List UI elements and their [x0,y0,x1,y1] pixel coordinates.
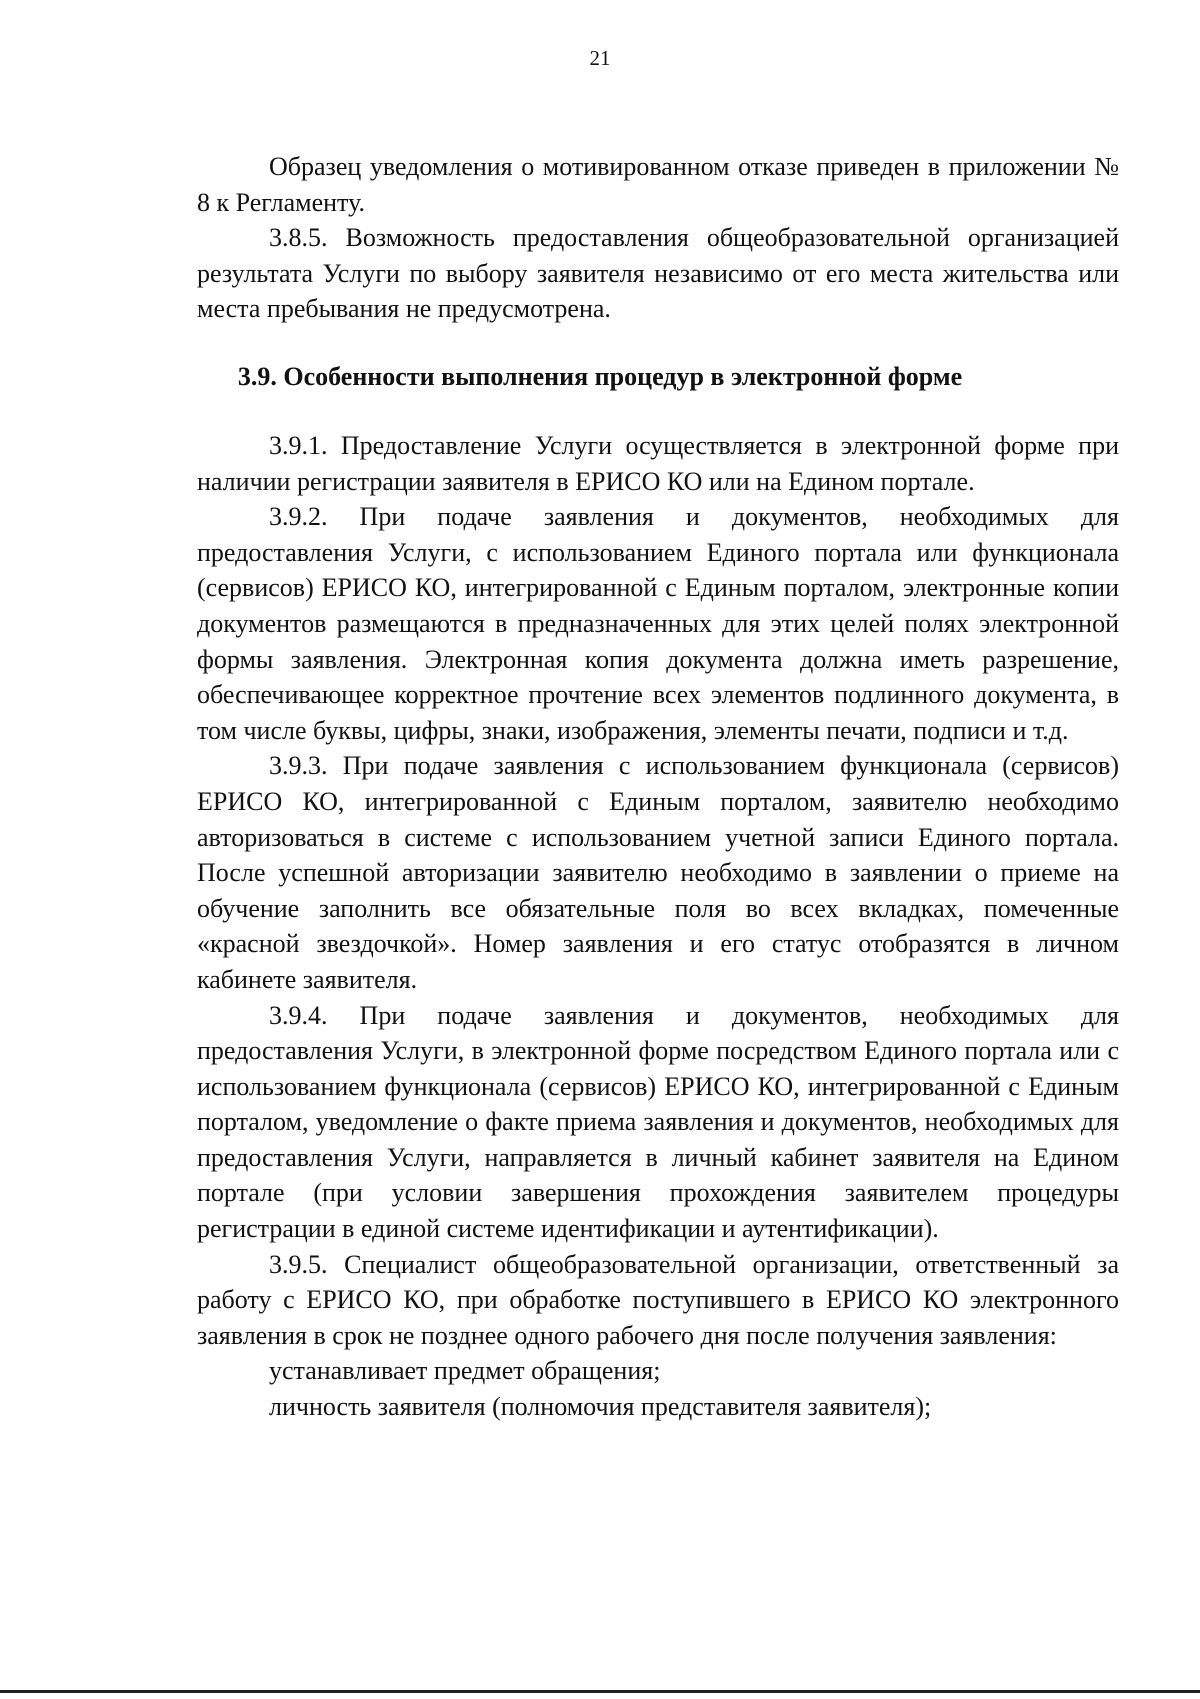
paragraph-3-9-3: 3.9.3. При подаче заявления с использованием функционала (сервисов) ЕРИСО КО, интегрированной с Единым порталом, заявителю необходимо авторизоваться в системе с использованием учетной записи Единого портала. После успешной авторизации заявителю необходимо в заявлении о приеме на обучение заполнить все обязательные поля во всех вкладках, помеченные «красной звездочкой». Номер заявления и его статус отобразятся в личном кабинете заявителя. [197,751,1119,994]
paragraph-3-8-5: 3.8.5. Возможность предоставления общеобразовательной организацией результата Услуги по выбору заявителя независимо от его места жительства или места пребывания не предусмотрена. [197,223,1119,324]
paragraph-3-9-5: 3.9.5. Специалист общеобразовательной организации, ответственный за работу с ЕРИСО КО, при обработке поступившего в ЕРИСО КО электронного заявления в срок не позднее одного рабочего дня после получения заявления: [197,1249,1119,1350]
page-number: 21 [589,46,611,70]
text-block-top [197,149,1119,327]
paragraph-3-9-2: 3.9.2. При подаче заявления и документов, необходимых для предоставления Услуги, с использованием Единого портала или функционала (сервисов) ЕРИСО КО, интегрированной с Единым порталом, электронные копии документов размещаются в предназначенных для этих целей полях электронной формы заявления. Электронная копия документа должна иметь разрешение, обеспечивающее корректное прочтение всех элементов подлинного документа, в том числе буквы, цифры, знаки, изображения, элементы печати, подписи и т.д. [197,502,1119,745]
section-heading: 3.9. Особенности выполнения процедур в электронной форме [237,362,963,391]
list-item: личность заявителя (полномочия представителя заявителя); [269,1392,932,1422]
list-item: устанавливает предмет обращения; [269,1356,661,1386]
text-block-main [197,428,1119,1425]
paragraph-3-9-4: 3.9.4. При подаче заявления и документов, необходимых для предоставления Услуги, в электронной форме посредством Единого портала или с использованием функционала (сервисов) ЕРИСО КО, интегрированной с Единым порталом, уведомление о факте приема заявления и документов, необходимых для предоставления Услуги, направляется в личный кабинет заявителя на Едином портале (при условии завершения прохождения заявителем процедуры регистрации в единой системе идентификации и аутентификации). [197,1000,1119,1244]
paragraph-3-9-1: 3.9.1. Предоставление Услуги осуществляется в электронной форме при наличии регистрации заявителя в ЕРИСО КО или на Едином портале. [197,431,1119,496]
scan-edge-line [0,1690,1200,1693]
paragraph-refusal-sample: Образец уведомления о мотивированном отказе приведен в приложении № 8 к Регламенту. [197,152,1119,217]
